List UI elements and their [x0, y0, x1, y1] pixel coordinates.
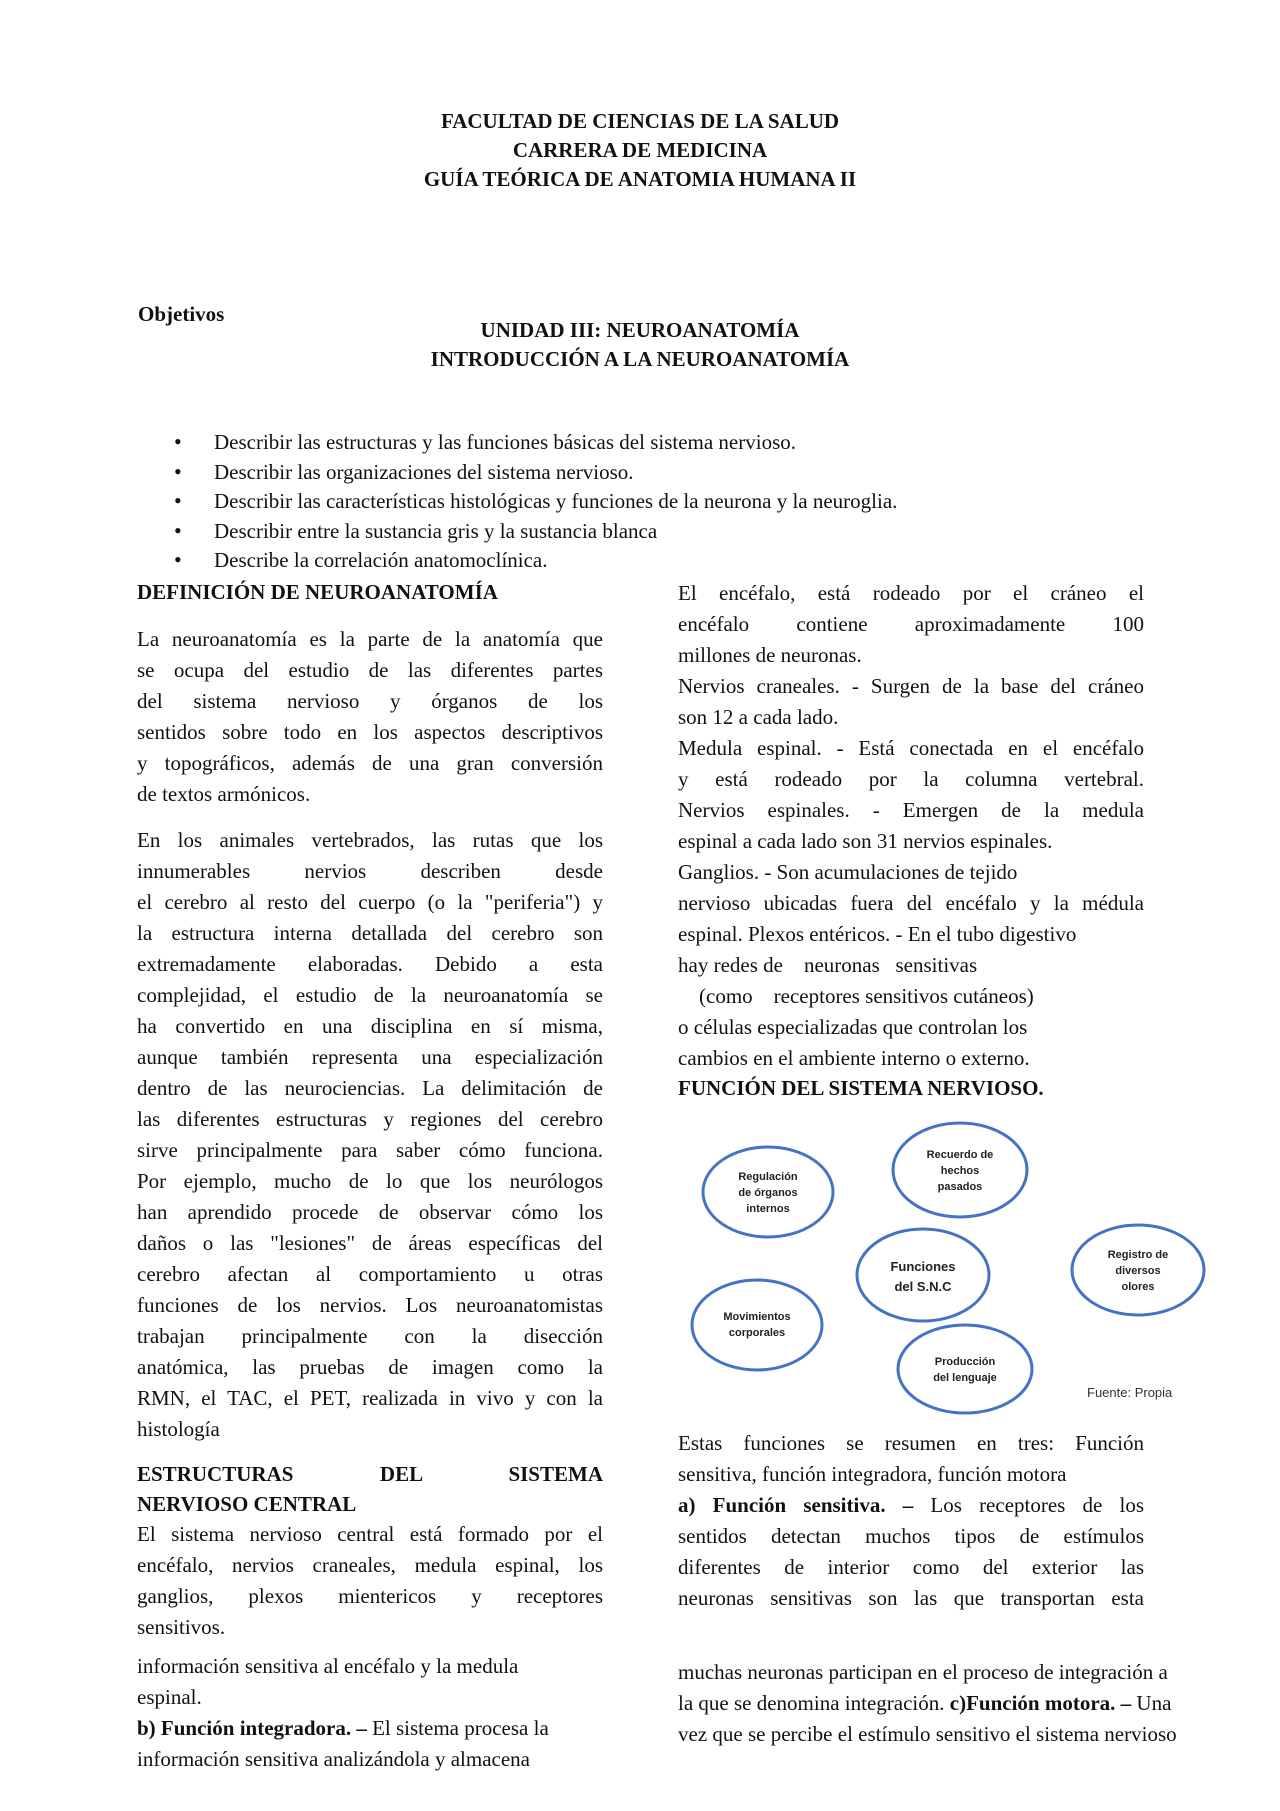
- text-line: espinal. Plexos entéricos. - En el tubo digestivo: [678, 922, 1077, 946]
- bubble-label: del lenguaje: [933, 1372, 997, 1384]
- text-fragment: la que se denomina integración.: [678, 1691, 950, 1715]
- text-line: sentidos detectan muchos tipos de estímulos: [678, 1524, 1144, 1548]
- text-line: la estructura interna detallada del cerebro son: [137, 921, 603, 945]
- right-column-lower: [678, 1428, 1144, 1614]
- document-header: [0, 107, 1280, 194]
- text-fragment: Los receptores de los: [913, 1493, 1144, 1517]
- text-line: anatómica, las pruebas de imagen como la: [137, 1355, 603, 1379]
- diagram-source: Fuente: Propia: [1087, 1385, 1173, 1400]
- unit-heading: [0, 316, 1280, 374]
- text-line: En los animales vertebrados, las rutas que los: [137, 828, 603, 852]
- objective-item: • Describe la correlación anatomoclínica.: [170, 546, 897, 576]
- function-heading: FUNCIÓN DEL SISTEMA NERVIOSO.: [678, 1076, 1044, 1100]
- bubble-label: corporales: [728, 1327, 786, 1339]
- text-line: Por ejemplo, mucho de lo que los neurólogos: [137, 1169, 603, 1193]
- integrative-function-label: b) Función integradora. –: [137, 1716, 367, 1740]
- sensory-continuation: [137, 1651, 603, 1775]
- text-line: innumerables nervios describen desde: [137, 859, 603, 883]
- bubble-movement: [692, 1280, 822, 1370]
- text-line: millones de neuronas.: [678, 643, 862, 667]
- header-guide-title: GUÍA TEÓRICA DE ANATOMIA HUMANA II: [423, 167, 857, 191]
- text-line: La neuroanatomía es la parte de la anatomía que: [137, 627, 603, 651]
- vertebrates-paragraph: [137, 825, 603, 1445]
- objective-item: • Describir entre la sustancia gris y la sustancia blanca: [170, 517, 897, 547]
- left-column: [137, 578, 603, 1775]
- text-fragment: El sistema procesa la: [366, 1716, 549, 1740]
- integrative-function-line: [137, 1713, 603, 1744]
- cns-paragraph: [137, 1519, 603, 1643]
- text-line: y topográficos, además de una gran conversión: [137, 751, 603, 775]
- bubble-label: Recuerdo de: [926, 1149, 994, 1161]
- text-line: funciones de los nervios. Los neuroanatomistas: [137, 1293, 603, 1317]
- text-line: espinal.: [137, 1685, 202, 1709]
- bubble-label: Registro de: [1107, 1249, 1169, 1261]
- text-line: del sistema nervioso y órganos de los: [137, 689, 603, 713]
- text-line: hay redes de neuronas sensitivas: [678, 953, 978, 977]
- bubble-center: [857, 1229, 989, 1321]
- text-line: espinal a cada lado son 31 nervios espinales.: [678, 829, 1053, 853]
- text-line: el cerebro al resto del cuerpo (o la "periferia") y: [137, 890, 603, 914]
- bubble-label: hechos: [940, 1165, 980, 1177]
- bubble-circle: [692, 1280, 822, 1370]
- text-line: han aprendido procede de observar cómo los: [137, 1200, 603, 1224]
- structures-paragraph: [678, 578, 1144, 1074]
- bubble-circle: [857, 1229, 989, 1321]
- bubble-regulation: [703, 1147, 833, 1237]
- heading-line: ESTRUCTURAS DEL SISTEMA: [137, 1462, 603, 1486]
- bubble-language: [898, 1325, 1032, 1413]
- bubble-label: olores: [1121, 1281, 1155, 1293]
- text-line: (como receptores sensitivos cutáneos): [678, 984, 1034, 1008]
- text-line: Nervios espinales. - Emergen de la medula: [678, 798, 1144, 822]
- unit-title: UNIDAD III: NEUROANATOMÍA: [480, 318, 800, 342]
- text-line: extremadamente elaboradas. Debido a esta: [137, 952, 603, 976]
- text-line: son 12 a cada lado.: [678, 705, 839, 729]
- bubble-label: internos: [746, 1203, 790, 1215]
- text-line: nervioso ubicadas fuera del encéfalo y la médula: [678, 891, 1144, 915]
- unit-subtitle: INTRODUCCIÓN A LA NEUROANATOMÍA: [430, 347, 850, 371]
- text-line: complejidad, el estudio de la neuroanatomía se: [137, 983, 603, 1007]
- objetivos-label: Objetivos: [138, 302, 225, 326]
- definition-paragraph: [137, 624, 603, 810]
- bubble-label: diversos: [1115, 1265, 1161, 1277]
- text-line: trabajan principalmente con la disección: [137, 1324, 603, 1348]
- objectives-list: [170, 428, 897, 576]
- bubble-label: Regulación: [738, 1171, 798, 1183]
- text-line: información sensitiva analizándola y almacena: [137, 1747, 531, 1771]
- text-line: diferentes de interior como del exterior las: [678, 1555, 1144, 1579]
- text-line: sensitiva, función integradora, función motora: [678, 1462, 1067, 1486]
- text-line: o células especializadas que controlan los: [678, 1015, 1028, 1039]
- sensory-function-line: [678, 1490, 1144, 1521]
- text-line: aunque también representa una especialización: [137, 1045, 603, 1069]
- bubble-label: pasados: [937, 1181, 983, 1193]
- text-line: dentro de las neurociencias. La delimitación de: [137, 1076, 603, 1100]
- cns-functions-diagram: [690, 1115, 1210, 1415]
- motor-function-label: c)Función motora. –: [949, 1691, 1132, 1715]
- bubble-label: Producción: [934, 1356, 996, 1368]
- text-line: encéfalo contiene aproximadamente 100: [678, 612, 1144, 636]
- objective-item: • Describir las estructuras y las funciones básicas del sistema nervioso.: [170, 428, 897, 458]
- text-line: sentidos sobre todo en los aspectos descriptivos: [137, 720, 603, 744]
- text-line: sensitivos.: [137, 1615, 226, 1639]
- header-career: CARRERA DE MEDICINA: [512, 138, 768, 162]
- right-column-bottom: [678, 1657, 1238, 1750]
- center-label: Funciones: [890, 1259, 956, 1274]
- objective-item: • Describir las características histológicas y funciones de la neurona y la neuroglia.: [170, 487, 897, 517]
- text-line: sirve principalmente para saber cómo funciona.: [137, 1138, 603, 1162]
- text-line: neuronas sensitivas son las que transportan esta: [678, 1586, 1144, 1610]
- text-line: información sensitiva al encéfalo y la medula: [137, 1654, 519, 1678]
- text-line: ganglios, plexos mientericos y receptores: [137, 1584, 603, 1608]
- motor-function-line: [678, 1688, 1238, 1719]
- text-line: encéfalo, nervios craneales, medula espinal, los: [137, 1553, 603, 1577]
- text-line: vez que se percibe el estímulo sensitivo el sistema nervioso: [678, 1722, 1177, 1746]
- bubble-memory: [893, 1123, 1027, 1217]
- text-line: daños o las "lesiones" de áreas específicas del: [137, 1231, 603, 1255]
- header-faculty: FACULTAD DE CIENCIAS DE LA SALUD: [440, 109, 840, 133]
- text-line: de textos armónicos.: [137, 782, 311, 806]
- heading-line: NERVIOSO CENTRAL: [137, 1492, 357, 1516]
- bubble-circle: [898, 1325, 1032, 1413]
- text-line: histología: [137, 1417, 220, 1441]
- definition-heading: DEFINICIÓN DE NEUROANATOMÍA: [137, 580, 498, 604]
- text-fragment: Una: [1131, 1691, 1172, 1715]
- text-line: Medula espinal. - Está conectada en el encéfalo: [678, 736, 1144, 760]
- text-line: muchas neuronas participan en el proceso de integración a: [678, 1660, 1168, 1684]
- text-line: las diferentes estructuras y regiones del cerebro: [137, 1107, 603, 1131]
- objective-item: • Describir las organizaciones del sistema nervioso.: [170, 458, 897, 488]
- bubble-smell: [1072, 1225, 1204, 1315]
- bubble-label: de órganos: [738, 1187, 798, 1199]
- center-label: del S.N.C: [894, 1279, 952, 1294]
- right-column: [678, 578, 1144, 1103]
- text-line: ha convertido en una disciplina en sí misma,: [137, 1014, 603, 1038]
- text-line: Nervios craneales. - Surgen de la base del cráneo: [678, 674, 1144, 698]
- text-line: El sistema nervioso central está formado por el: [137, 1522, 603, 1546]
- text-line: cerebro afectan al comportamiento u otras: [137, 1262, 603, 1286]
- text-line: RMN, el TAC, el PET, realizada in vivo y con la: [137, 1386, 603, 1410]
- sensory-function-label: a) Función sensitiva. –: [678, 1493, 914, 1517]
- text-line: Ganglios. - Son acumulaciones de tejido: [678, 860, 1018, 884]
- bubble-label: Movimientos: [723, 1311, 791, 1323]
- text-line: y está rodeado por la columna vertebral.: [678, 767, 1144, 791]
- structures-heading: [137, 1459, 603, 1519]
- text-line: Estas funciones se resumen en tres: Función: [678, 1431, 1144, 1455]
- text-line: cambios en el ambiente interno o externo.: [678, 1046, 1030, 1070]
- text-line: se ocupa del estudio de las diferentes partes: [137, 658, 603, 682]
- text-line: El encéfalo, está rodeado por el cráneo el: [678, 581, 1144, 605]
